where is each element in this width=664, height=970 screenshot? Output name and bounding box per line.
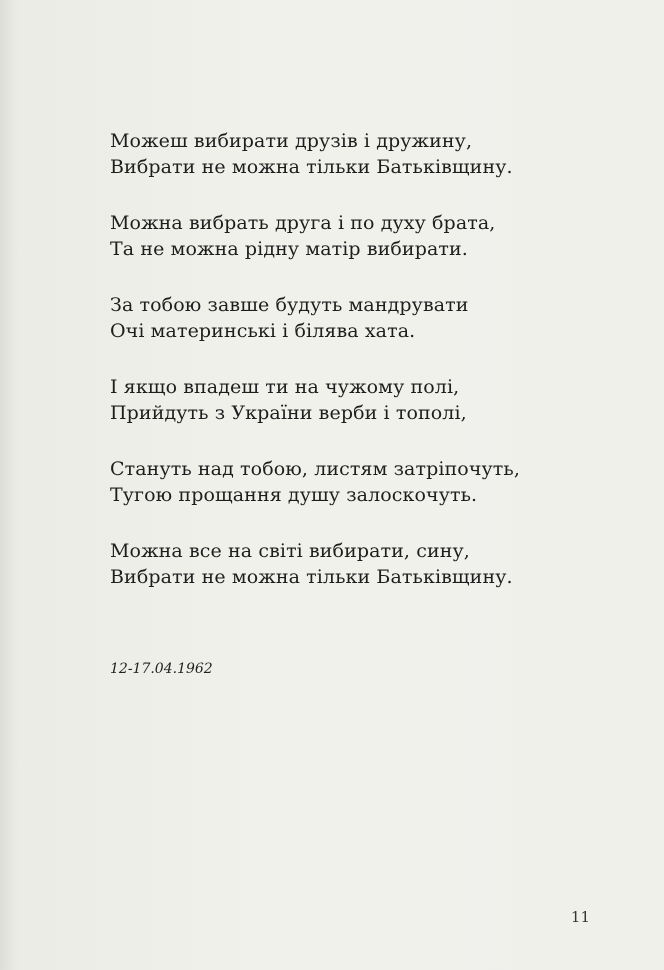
gutter-shadow <box>0 0 18 970</box>
stanza-2 <box>110 210 630 262</box>
stanza-5 <box>110 456 630 508</box>
stanza-4 <box>110 374 630 426</box>
stanza-6 <box>110 538 630 590</box>
poem-line: Очі материнські і білява хата. <box>110 320 416 342</box>
stanza-1 <box>110 128 630 180</box>
poem-line: За тобою завше будуть мандрувати <box>110 294 469 316</box>
poem-line: Можна вибрать друга і по духу брата, <box>110 212 496 234</box>
poem-line: Вибрати не можна тільки Батьківщину. <box>110 566 513 588</box>
poem-line: Вибрати не можна тільки Батьківщину. <box>110 156 513 178</box>
poem-line: Стануть над тобою, листям затріпочуть, <box>110 458 520 480</box>
poem-line: І якщо впадеш ти на чужому полі, <box>110 376 460 398</box>
stanza-3 <box>110 292 630 344</box>
poem-line: Та не можна рідну матір вибирати. <box>110 238 468 260</box>
poem-date: 12-17.04.1962 <box>110 661 213 677</box>
poem-line: Можна все на світі вибирати, сину, <box>110 540 470 562</box>
poem <box>110 128 630 620</box>
poem-line: Прийдуть з України верби і тополі, <box>110 402 467 424</box>
page-number: 11 <box>570 908 590 926</box>
poem-line: Можеш вибирати друзів і дружину, <box>110 130 473 152</box>
poem-line: Тугою прощання душу залоскочуть. <box>110 484 478 506</box>
